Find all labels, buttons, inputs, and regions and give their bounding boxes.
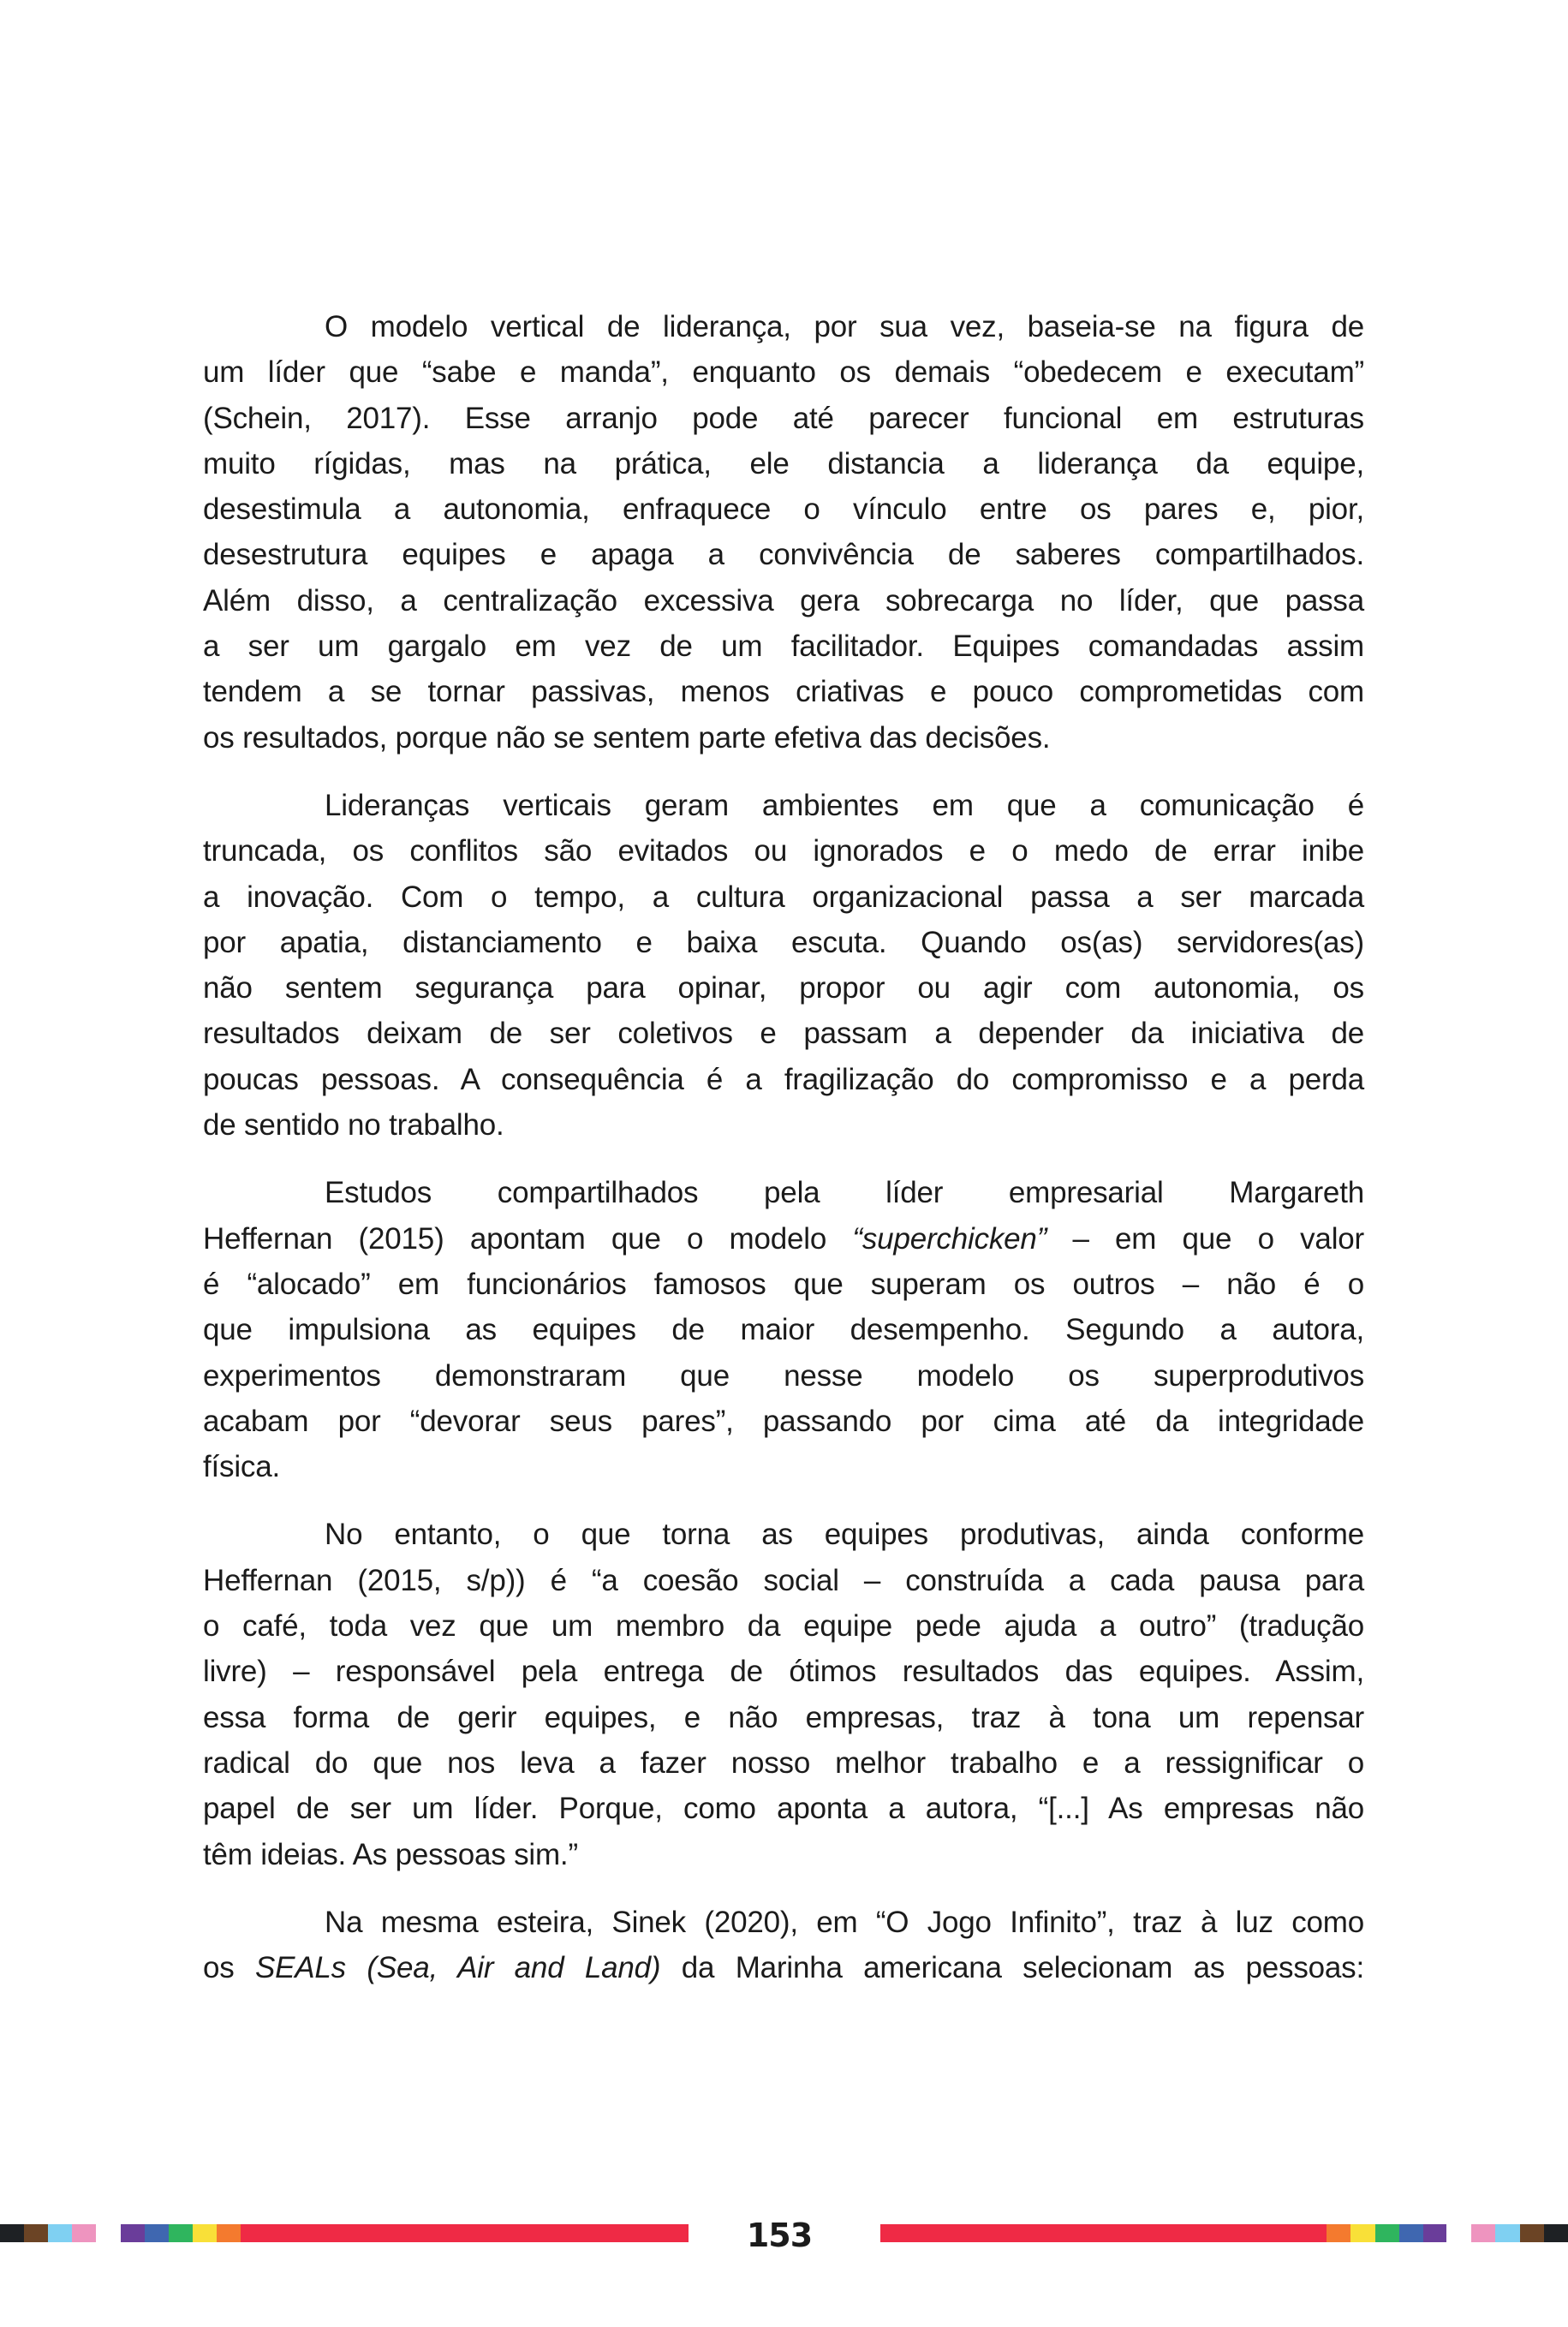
text-line bbox=[203, 624, 1364, 669]
text-run: – em que o valor bbox=[1046, 1221, 1364, 1256]
text-line bbox=[203, 783, 1364, 828]
text-line bbox=[203, 1649, 1364, 1694]
text-line bbox=[203, 874, 1364, 920]
text-line bbox=[203, 1307, 1364, 1352]
text-line bbox=[203, 965, 1364, 1011]
text-run: de sentido no trabalho. bbox=[203, 1108, 504, 1143]
text-run: Na mesma esteira, Sinek (2020), em “O Jogo Infinito”, traz à luz como bbox=[325, 1905, 1364, 1939]
text-run: Estudos compartilhados pela líder empresarial Margareth bbox=[325, 1176, 1364, 1210]
text-line bbox=[203, 1786, 1364, 1831]
right-color-bar-segment bbox=[1520, 2224, 1544, 2242]
text-run: os resultados, porque não se sentem parte efetiva das decisões. bbox=[203, 720, 1051, 755]
text-line bbox=[203, 1102, 1364, 1148]
text-line bbox=[203, 1444, 1364, 1489]
text-line bbox=[203, 828, 1364, 874]
text-run: resultados deixam de ser coletivos e passam a depender da iniciativa de bbox=[203, 1017, 1364, 1051]
left-color-bar-segment bbox=[193, 2224, 217, 2242]
text-line bbox=[203, 1353, 1364, 1399]
text-run: a ser um gargalo em vez de um facilitador. Equipes comandadas assim bbox=[203, 629, 1364, 664]
text-run: radical do que nos leva a fazer nosso melhor trabalho e a ressignificar o bbox=[203, 1745, 1364, 1780]
right-color-bar-segment bbox=[1399, 2224, 1423, 2242]
text-line bbox=[203, 349, 1364, 395]
left-color-bar-segment bbox=[121, 2224, 145, 2242]
text-run: da Marinha americana selecionam as pessoas: bbox=[660, 1951, 1365, 1985]
right-color-bar-segment bbox=[1471, 2224, 1495, 2242]
paragraph bbox=[203, 1900, 1364, 1991]
text-run: poucas pessoas. A consequência é a fragilização do compromisso e a perda bbox=[203, 1062, 1364, 1096]
page-number: 153 bbox=[746, 2217, 813, 2254]
text-run: desestrutura equipes e apaga a convivência de saberes compartilhados. bbox=[203, 538, 1364, 572]
text-run: Além disso, a centralização excessiva gera sobrecarga no líder, que passa bbox=[203, 583, 1364, 618]
text-line bbox=[203, 1170, 1364, 1215]
text-run: desestimula a autonomia, enfraquece o vínculo entre os pares e, pior, bbox=[203, 492, 1364, 527]
text-line bbox=[203, 441, 1364, 486]
text-line bbox=[203, 920, 1364, 965]
text-run: livre) – responsável pela entrega de ótimos resultados das equipes. Assim, bbox=[203, 1655, 1364, 1689]
text-line bbox=[203, 304, 1364, 349]
text-run: física. bbox=[203, 1450, 281, 1484]
text-line bbox=[203, 1399, 1364, 1444]
left-color-bar-segment bbox=[0, 2224, 24, 2242]
text-line bbox=[203, 1900, 1364, 1945]
right-color-bar-segment bbox=[880, 2224, 1327, 2242]
right-color-bar-segment bbox=[1350, 2224, 1375, 2242]
text-line bbox=[203, 1262, 1364, 1307]
text-run: o café, toda vez que um membro da equipe pede ajuda a outro” (tradução bbox=[203, 1609, 1364, 1644]
left-color-bar-segment bbox=[72, 2224, 96, 2242]
text-run: (Schein, 2017). Esse arranjo pode até parecer funcional em estruturas bbox=[203, 401, 1364, 435]
text-run: os bbox=[203, 1951, 255, 1985]
right-color-bar-segment bbox=[1495, 2224, 1520, 2242]
text-run: essa forma de gerir equipes, e não empresas, traz à tona um repensar bbox=[203, 1700, 1364, 1734]
left-color-bar-segment bbox=[217, 2224, 241, 2242]
text-run: têm ideias. As pessoas sim.” bbox=[203, 1837, 578, 1871]
text-run: Heffernan (2015) apontam que o modelo bbox=[203, 1221, 853, 1256]
left-color-bar-segment bbox=[145, 2224, 169, 2242]
text-line bbox=[203, 1945, 1364, 1990]
text-line bbox=[203, 1740, 1364, 1786]
left-color-bar-segment bbox=[241, 2224, 689, 2242]
text-run: No entanto, o que torna as equipes produtivas, ainda conforme bbox=[325, 1518, 1364, 1552]
text-line bbox=[203, 396, 1364, 441]
page-footer bbox=[0, 2218, 1568, 2252]
text-line bbox=[203, 1057, 1364, 1102]
text-line bbox=[203, 532, 1364, 577]
text-run: truncada, os conflitos são evitados ou ignorados e o medo de errar inibe bbox=[203, 834, 1364, 868]
text-run: tendem a se tornar passivas, menos criativas e pouco comprometidas com bbox=[203, 675, 1364, 709]
text-run: não sentem segurança para opinar, propor ou agir com autonomia, os bbox=[203, 971, 1364, 1005]
text-run: O modelo vertical de liderança, por sua vez, baseia-se na figura de bbox=[325, 310, 1364, 343]
text-line bbox=[203, 1603, 1364, 1649]
left-color-bar-segment bbox=[24, 2224, 48, 2242]
paragraph bbox=[203, 304, 1364, 761]
paragraph bbox=[203, 1512, 1364, 1877]
text-line bbox=[203, 715, 1364, 761]
paragraph bbox=[203, 1170, 1364, 1489]
right-color-bar-segment bbox=[1375, 2224, 1399, 2242]
text-run: acabam por “devorar seus pares”, passando por cima até da integridade bbox=[203, 1404, 1364, 1438]
italic-text: “superchicken” bbox=[852, 1221, 1047, 1256]
text-run: que impulsiona as equipes de maior desempenho. Segundo a autora, bbox=[203, 1313, 1364, 1347]
body-text bbox=[203, 304, 1364, 2013]
text-run: Lideranças verticais geram ambientes em que a comunicação é bbox=[325, 788, 1364, 822]
text-run: é “alocado” em funcionários famosos que superam os outros – não é o bbox=[203, 1267, 1364, 1301]
text-line bbox=[203, 669, 1364, 714]
text-line bbox=[203, 1011, 1364, 1056]
text-run: a inovação. Com o tempo, a cultura organizacional passa a ser marcada bbox=[203, 880, 1364, 914]
italic-text: SEALs (Sea, Air and Land) bbox=[254, 1951, 661, 1985]
text-run: muito rígidas, mas na prática, ele distancia a liderança da equipe, bbox=[203, 446, 1364, 480]
paragraph bbox=[203, 783, 1364, 1148]
text-run: experimentos demonstraram que nesse modelo os superprodutivos bbox=[203, 1358, 1364, 1393]
text-line bbox=[203, 1832, 1364, 1877]
text-line bbox=[203, 1695, 1364, 1740]
right-color-bar-segment bbox=[1423, 2224, 1446, 2242]
left-color-bar-segment bbox=[169, 2224, 193, 2242]
text-run: por apatia, distanciamento e baixa escuta. Quando os(as) servidores(as) bbox=[203, 925, 1364, 959]
text-run: Heffernan (2015, s/p)) é “a coesão social – construída a cada pausa para bbox=[203, 1563, 1364, 1597]
text-run: um líder que “sabe e manda”, enquanto os demais “obedecem e executam” bbox=[203, 355, 1364, 390]
text-line bbox=[203, 486, 1364, 532]
text-line bbox=[203, 1512, 1364, 1557]
right-color-bar-segment bbox=[1544, 2224, 1568, 2242]
text-line bbox=[203, 578, 1364, 624]
right-color-bar-segment bbox=[1327, 2224, 1350, 2242]
text-line bbox=[203, 1216, 1364, 1262]
text-run: papel de ser um líder. Porque, como aponta a autora, “[...] As empresas não bbox=[203, 1792, 1364, 1826]
text-line bbox=[203, 1558, 1364, 1603]
left-color-bar-segment bbox=[48, 2224, 72, 2242]
